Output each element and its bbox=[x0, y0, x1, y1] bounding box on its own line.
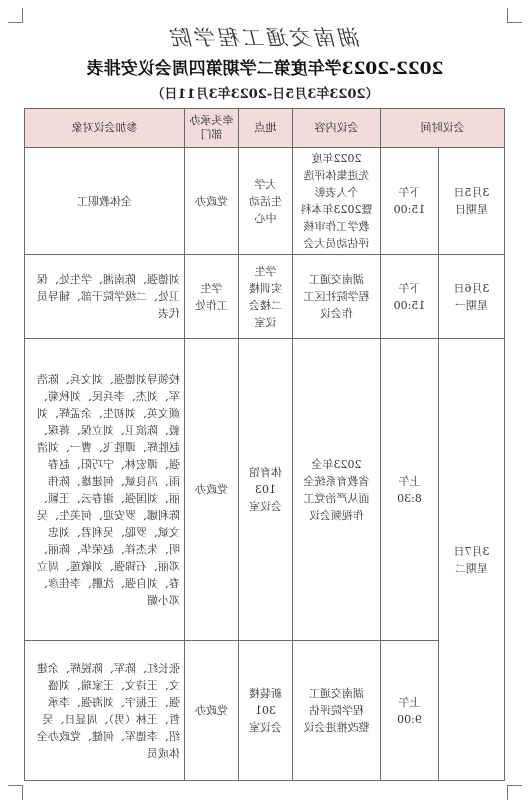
cell-participants: 刘德强、陈南湘、学生处、保卫处、二级学院干部、辅导员代表 bbox=[25, 255, 185, 339]
cell-participants: 校领导刘德强、刘文兵、陈浩军、刘杰、李兵民、刘秋菊、颜文英、刘初生、余孟辉、刘毅、陈滨卫、刘立保、蒋琛、赵胜辉、谭胜飞、曹一、刘清强、谭宏林、宁巧阳、赵春雨、冯良斌、何建雄、陈伟丽、刘国强、谢春云、王颖、陈利娜、罗安迎、何美生、吴文斌、罗聪、吴利君、刘忠明、朱杰祥、赵荣华、陈丽、邓丽、石锦强、刘敏莲、周立春、刘自强、沈鹏、李佳彦、邓小媚 bbox=[25, 339, 185, 641]
table-row bbox=[25, 641, 505, 781]
crop-mark bbox=[507, 8, 522, 23]
header-content: 会议内容 bbox=[293, 109, 381, 148]
header-place: 地点 bbox=[239, 109, 293, 148]
header-time: 会议时间 bbox=[381, 109, 505, 148]
cell-content: 湖南交通工 程学院评估 整改推进会议 bbox=[293, 641, 381, 781]
cell-unit: 党政办 bbox=[185, 641, 239, 781]
cell-time: 下午 15:00 bbox=[381, 148, 439, 255]
cell-place: 体育馆 103 会议室 bbox=[239, 339, 293, 641]
cell-unit: 党政办 bbox=[185, 148, 239, 255]
table-row bbox=[25, 255, 505, 339]
header-unit: 牵头承办部门 bbox=[185, 109, 239, 148]
table-row bbox=[25, 339, 505, 641]
cell-time: 上午 8:30 bbox=[381, 339, 439, 641]
page-title: 2022-2023学年度第二学期第四周会议安排表 bbox=[86, 59, 444, 79]
school-name: 湖南交通工程学院 bbox=[169, 26, 361, 50]
crop-mark bbox=[507, 785, 522, 800]
cell-date: 3月5日 星期日 bbox=[439, 148, 505, 255]
cell-place: 新装楼 301 会议室 bbox=[239, 641, 293, 781]
date-range-subtitle: （2023年3月5日-2023年3月11日） bbox=[151, 87, 379, 102]
cell-date: 3月7日 星期二 bbox=[439, 339, 505, 781]
cell-time: 下午 15:00 bbox=[381, 255, 439, 339]
crop-mark bbox=[8, 8, 23, 23]
cell-date: 3月6日 星期一 bbox=[439, 255, 505, 339]
header-participants: 参加会议对象 bbox=[25, 109, 185, 148]
cell-unit: 党政办 bbox=[185, 339, 239, 641]
cell-participants: 全体教职工 bbox=[25, 148, 185, 255]
cell-place: 大学 生活动 中心 bbox=[239, 148, 293, 255]
cell-content: 2022年度 先进集体评选 个人表彰 暨2023年本科 教学工作审核 评估动员大会 bbox=[293, 148, 381, 255]
cell-content: 2023年全 省教育系统全 面从严治党工 作视频会议 bbox=[293, 339, 381, 641]
table-row bbox=[25, 148, 505, 255]
cell-unit: 学生 工作处 bbox=[185, 255, 239, 339]
cell-content: 湖南交通工 程学院社区工 作会议 bbox=[293, 255, 381, 339]
cell-participants: 张长红、陈军、陈锐辉、余建文、王诗文、王家瑞、刘盛强、王振宇、刘海强、李承哲、王林（男）、周显日、吴绍、李德军、何健、党政办全体成员 bbox=[25, 641, 185, 781]
cell-time: 上午 9:00 bbox=[381, 641, 439, 781]
table-header-row bbox=[25, 109, 505, 148]
crop-mark bbox=[8, 785, 23, 800]
meeting-schedule-table bbox=[24, 108, 505, 781]
cell-place: 学生 实训楼 二楼会 议室 bbox=[239, 255, 293, 339]
